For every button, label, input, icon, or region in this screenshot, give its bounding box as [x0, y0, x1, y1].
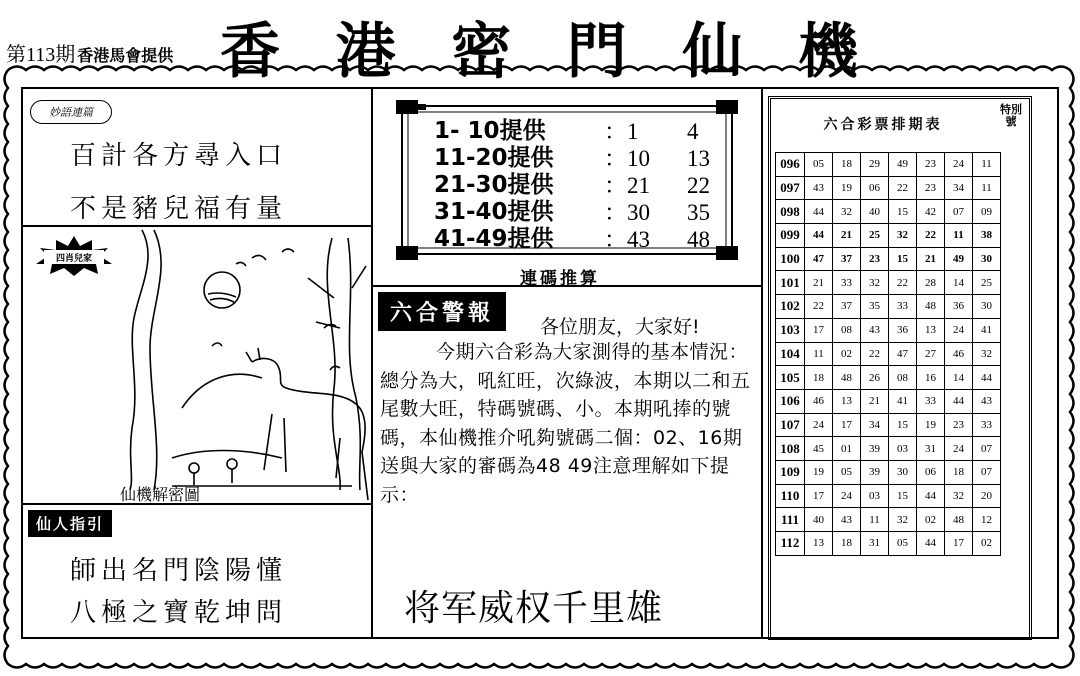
number-cell: 21: [805, 271, 833, 295]
number-cell: 24: [945, 318, 973, 342]
number-cell: 05: [833, 460, 861, 484]
number-cell: 16: [917, 366, 945, 390]
number-cell: 05: [805, 153, 833, 177]
table-title: 六合彩票排期表: [823, 117, 943, 133]
number-cell: 44: [917, 532, 945, 556]
provide-range: 31-40提供: [434, 199, 554, 225]
number-cell: 09: [973, 200, 1001, 224]
provide-range: 1- 10提供: [434, 118, 546, 144]
number-cell: 22: [889, 271, 917, 295]
provide-num: 1: [627, 119, 639, 144]
number-cell: 05: [889, 532, 917, 556]
alert-body: 今期六合彩為大家測得的基本情況：總分為大，吼紅旺，次綠波，本期以二和五尾數大旺，特碼號碼、小。本期吼捧的號碼，本仙機推介吼夠號碼二個：02、16期送與大家的審碼為48 49注意理解如下提示：: [380, 341, 751, 506]
number-cell: 20: [973, 484, 1001, 508]
table-row: [776, 484, 1001, 508]
number-cell: 23: [917, 176, 945, 200]
provide-num: 48: [687, 227, 710, 252]
number-cell: 30: [973, 295, 1001, 319]
number-cell: 11: [945, 224, 973, 248]
number-cell: 49: [889, 153, 917, 177]
alert-tag: 六合警報: [378, 292, 506, 331]
number-cell: 30: [973, 247, 1001, 271]
number-cell: 48: [945, 508, 973, 532]
table-row: [776, 176, 1001, 200]
number-cell: 13: [805, 532, 833, 556]
number-cell: 44: [917, 484, 945, 508]
number-cell: 32: [833, 200, 861, 224]
number-cell: 15: [889, 200, 917, 224]
number-cell: 11: [973, 153, 1001, 177]
number-cell: 46: [805, 389, 833, 413]
number-cell: 46: [945, 342, 973, 366]
period-cell: 101: [776, 271, 805, 295]
number-cell: 21: [833, 224, 861, 248]
period-cell: 099: [776, 224, 805, 248]
number-cell: 38: [973, 224, 1001, 248]
number-cell: 33: [917, 389, 945, 413]
number-cell: 07: [945, 200, 973, 224]
poem-badge: 妙語連篇: [30, 100, 112, 124]
number-cell: 36: [945, 295, 973, 319]
number-cell: 44: [805, 224, 833, 248]
number-cell: 35: [861, 295, 889, 319]
number-cell: 40: [805, 508, 833, 532]
number-cell: 01: [833, 437, 861, 461]
poem-line: 不是豬兒福有量: [70, 194, 288, 224]
table-row: [776, 271, 1001, 295]
xianren-tag: 仙人指引: [28, 510, 112, 537]
number-cell: 33: [889, 295, 917, 319]
number-cell: 33: [833, 271, 861, 295]
provide-row: 11-20提供 ：10 13: [434, 145, 710, 171]
number-cell: 23: [861, 247, 889, 271]
starburst-badge: [34, 236, 114, 276]
number-cell: 48: [917, 295, 945, 319]
number-cell: 19: [917, 413, 945, 437]
number-cell: 21: [917, 247, 945, 271]
provide-range: 11-20提供: [434, 145, 554, 171]
number-cell: 39: [861, 437, 889, 461]
number-cell: 02: [917, 508, 945, 532]
number-cell: 39: [861, 460, 889, 484]
period-cell: 096: [776, 153, 805, 177]
number-cell: 14: [945, 271, 973, 295]
provide-row: 21-30提供 ：21 22: [434, 172, 710, 198]
number-cell: 22: [889, 176, 917, 200]
number-cell: 23: [945, 413, 973, 437]
number-cell: 32: [889, 224, 917, 248]
number-cell: 15: [889, 413, 917, 437]
title-char: 密: [451, 17, 514, 87]
number-cell: 32: [861, 271, 889, 295]
title-char: 仙: [682, 17, 745, 87]
number-cell: 13: [833, 389, 861, 413]
number-cell: 17: [945, 532, 973, 556]
number-cell: 13: [917, 318, 945, 342]
number-cell: 03: [889, 437, 917, 461]
provide-num: 13: [687, 146, 710, 171]
number-cell: 24: [833, 484, 861, 508]
period-cell: 097: [776, 176, 805, 200]
number-cell: 30: [889, 460, 917, 484]
number-cell: 25: [861, 224, 889, 248]
table-side-label: 特別號: [1000, 103, 1022, 128]
number-cell: 02: [973, 532, 1001, 556]
results-table: [775, 152, 1001, 556]
number-cell: 43: [973, 389, 1001, 413]
period-cell: 106: [776, 389, 805, 413]
number-cell: 49: [945, 247, 973, 271]
period-cell: 103: [776, 318, 805, 342]
provide-num: 21: [627, 173, 650, 198]
number-cell: 11: [861, 508, 889, 532]
period-cell: 108: [776, 437, 805, 461]
number-cell: 34: [945, 176, 973, 200]
number-cell: 08: [889, 366, 917, 390]
provider-label: 香港馬會提供: [77, 46, 174, 65]
poem-line: 八極之寶乾坤問: [70, 598, 288, 628]
title-char: 機: [797, 17, 860, 87]
table-row: [776, 247, 1001, 271]
number-cell: 43: [861, 318, 889, 342]
table-row: [776, 460, 1001, 484]
number-cell: 22: [917, 224, 945, 248]
number-cell: 45: [805, 437, 833, 461]
provide-row: 1- 10提供 ：1 4: [434, 118, 699, 144]
number-cell: 32: [973, 342, 1001, 366]
number-cell: 47: [889, 342, 917, 366]
number-cell: 27: [917, 342, 945, 366]
number-cell: 37: [833, 295, 861, 319]
number-cell: 11: [973, 176, 1001, 200]
table-row: [776, 318, 1001, 342]
provide-num: 4: [687, 119, 699, 144]
number-cell: 31: [917, 437, 945, 461]
period-cell: 102: [776, 295, 805, 319]
table-row: [776, 153, 1001, 177]
title-char: 門: [566, 17, 629, 87]
period-cell: 100: [776, 247, 805, 271]
number-cell: 18: [945, 460, 973, 484]
number-cell: 18: [833, 153, 861, 177]
period-cell: 104: [776, 342, 805, 366]
number-cell: 14: [945, 366, 973, 390]
number-cell: 19: [805, 460, 833, 484]
number-cell: 41: [889, 389, 917, 413]
number-cell: 43: [805, 176, 833, 200]
number-cell: 08: [833, 318, 861, 342]
number-cell: 31: [861, 532, 889, 556]
number-cell: 06: [861, 176, 889, 200]
table-row: [776, 413, 1001, 437]
provide-num: 30: [627, 200, 650, 225]
number-cell: 02: [833, 342, 861, 366]
number-cell: 36: [889, 318, 917, 342]
table-row: [776, 342, 1001, 366]
provide-range: 21-30提供: [434, 172, 554, 198]
number-cell: 24: [945, 437, 973, 461]
number-cell: 24: [945, 153, 973, 177]
number-cell: 11: [805, 342, 833, 366]
number-cell: 41: [973, 318, 1001, 342]
number-cell: 17: [833, 413, 861, 437]
table-row: [776, 437, 1001, 461]
number-cell: 44: [973, 366, 1001, 390]
poem-line: 百計各方尋入口: [70, 141, 288, 171]
number-cell: 18: [833, 532, 861, 556]
number-cell: 29: [861, 153, 889, 177]
picture-caption: 仙機解密圖: [120, 485, 201, 504]
period-cell: 112: [776, 532, 805, 556]
number-cell: 26: [861, 366, 889, 390]
number-cell: 44: [805, 200, 833, 224]
title-char: 香: [220, 17, 282, 87]
period-cell: 110: [776, 484, 805, 508]
period-cell: 105: [776, 366, 805, 390]
alert-greeting: 各位朋友，大家好!: [540, 316, 700, 338]
number-cell: 48: [833, 366, 861, 390]
number-cell: 22: [861, 342, 889, 366]
poem-top: [70, 130, 287, 236]
number-cell: 32: [889, 508, 917, 532]
table-row: [776, 224, 1001, 248]
number-cell: 19: [833, 176, 861, 200]
number-cell: 25: [973, 271, 1001, 295]
number-cell: 21: [861, 389, 889, 413]
number-cell: 06: [917, 460, 945, 484]
number-cell: 42: [917, 200, 945, 224]
number-cell: 15: [889, 484, 917, 508]
slogan: 将军威权千里雄: [404, 588, 664, 629]
provide-row: 31-40提供 ：30 35: [434, 199, 710, 225]
poem-line: 師出名門陰陽懂: [70, 556, 288, 586]
number-cell: 17: [805, 318, 833, 342]
poem-bottom: [70, 550, 287, 634]
number-cell: 28: [917, 271, 945, 295]
number-cell: 18: [805, 366, 833, 390]
provide-range: 41-49提供: [434, 226, 554, 252]
number-cell: 44: [945, 389, 973, 413]
number-cell: 15: [889, 247, 917, 271]
provide-num: 35: [687, 200, 710, 225]
number-cell: 23: [917, 153, 945, 177]
number-cell: 07: [973, 460, 1001, 484]
number-cell: 22: [805, 295, 833, 319]
number-cell: 37: [833, 247, 861, 271]
provide-num: 22: [687, 173, 710, 198]
period-cell: 111: [776, 508, 805, 532]
table-row: [776, 295, 1001, 319]
number-cell: 47: [805, 247, 833, 271]
table-row: [776, 508, 1001, 532]
number-cell: 03: [861, 484, 889, 508]
table-row: [776, 366, 1001, 390]
period-cell: 098: [776, 200, 805, 224]
number-cell: 33: [973, 413, 1001, 437]
number-cell: 40: [861, 200, 889, 224]
period-cell: 107: [776, 413, 805, 437]
number-cell: 07: [973, 437, 1001, 461]
number-cell: 34: [861, 413, 889, 437]
provide-row: 41-49提供 ：43 48: [434, 226, 710, 252]
provide-list: [434, 118, 710, 253]
number-cell: 24: [805, 413, 833, 437]
period-cell: 109: [776, 460, 805, 484]
provide-num: 10: [627, 146, 650, 171]
number-cell: 43: [833, 508, 861, 532]
number-cell: 17: [805, 484, 833, 508]
table-row: [776, 200, 1001, 224]
table-row: [776, 389, 1001, 413]
title-char: 港: [335, 17, 398, 87]
table-row: [776, 532, 1001, 556]
provide-num: 43: [627, 227, 650, 252]
number-cell: 32: [945, 484, 973, 508]
number-cell: 12: [973, 508, 1001, 532]
starburst-label: 四肖兒家: [55, 254, 93, 264]
provide-caption: 連碼推算: [520, 269, 600, 289]
issue-label: 第113期: [6, 44, 76, 66]
